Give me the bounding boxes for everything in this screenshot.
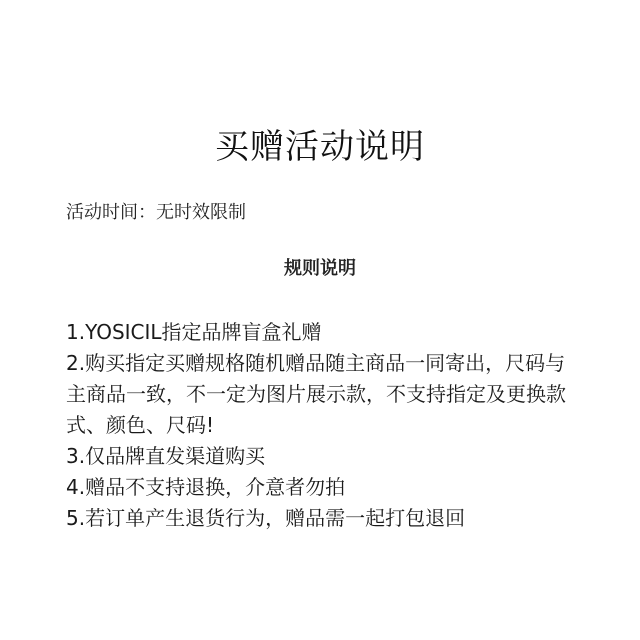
rule-line-2: 2.购买指定买赠规格随机赠品随主商品一同寄出，尺码与 — [66, 351, 566, 375]
rules-list — [66, 317, 626, 534]
rule-line-5: 5.若订单产生退货行为，赠品需一起打包退回 — [66, 506, 466, 530]
rule-line-3: 3.仅品牌直发渠道购买 — [66, 444, 266, 468]
page-title: 买赠活动说明 — [215, 127, 425, 167]
activity-time: 活动时间：无时效限制 — [66, 202, 246, 223]
rule-line-2-cont: 主商品一致，不一定为图片展示款，不支持指定及更换款 — [66, 382, 566, 406]
rule-line-4: 4.赠品不支持退换，介意者勿拍 — [66, 475, 346, 499]
rule-line-2-cont-2: 式、颜色、尺码! — [66, 413, 215, 437]
rule-line-1: 1.YOSICIL指定品牌盲盒礼赠 — [66, 320, 322, 344]
rules-heading: 规则说明 — [284, 258, 356, 279]
